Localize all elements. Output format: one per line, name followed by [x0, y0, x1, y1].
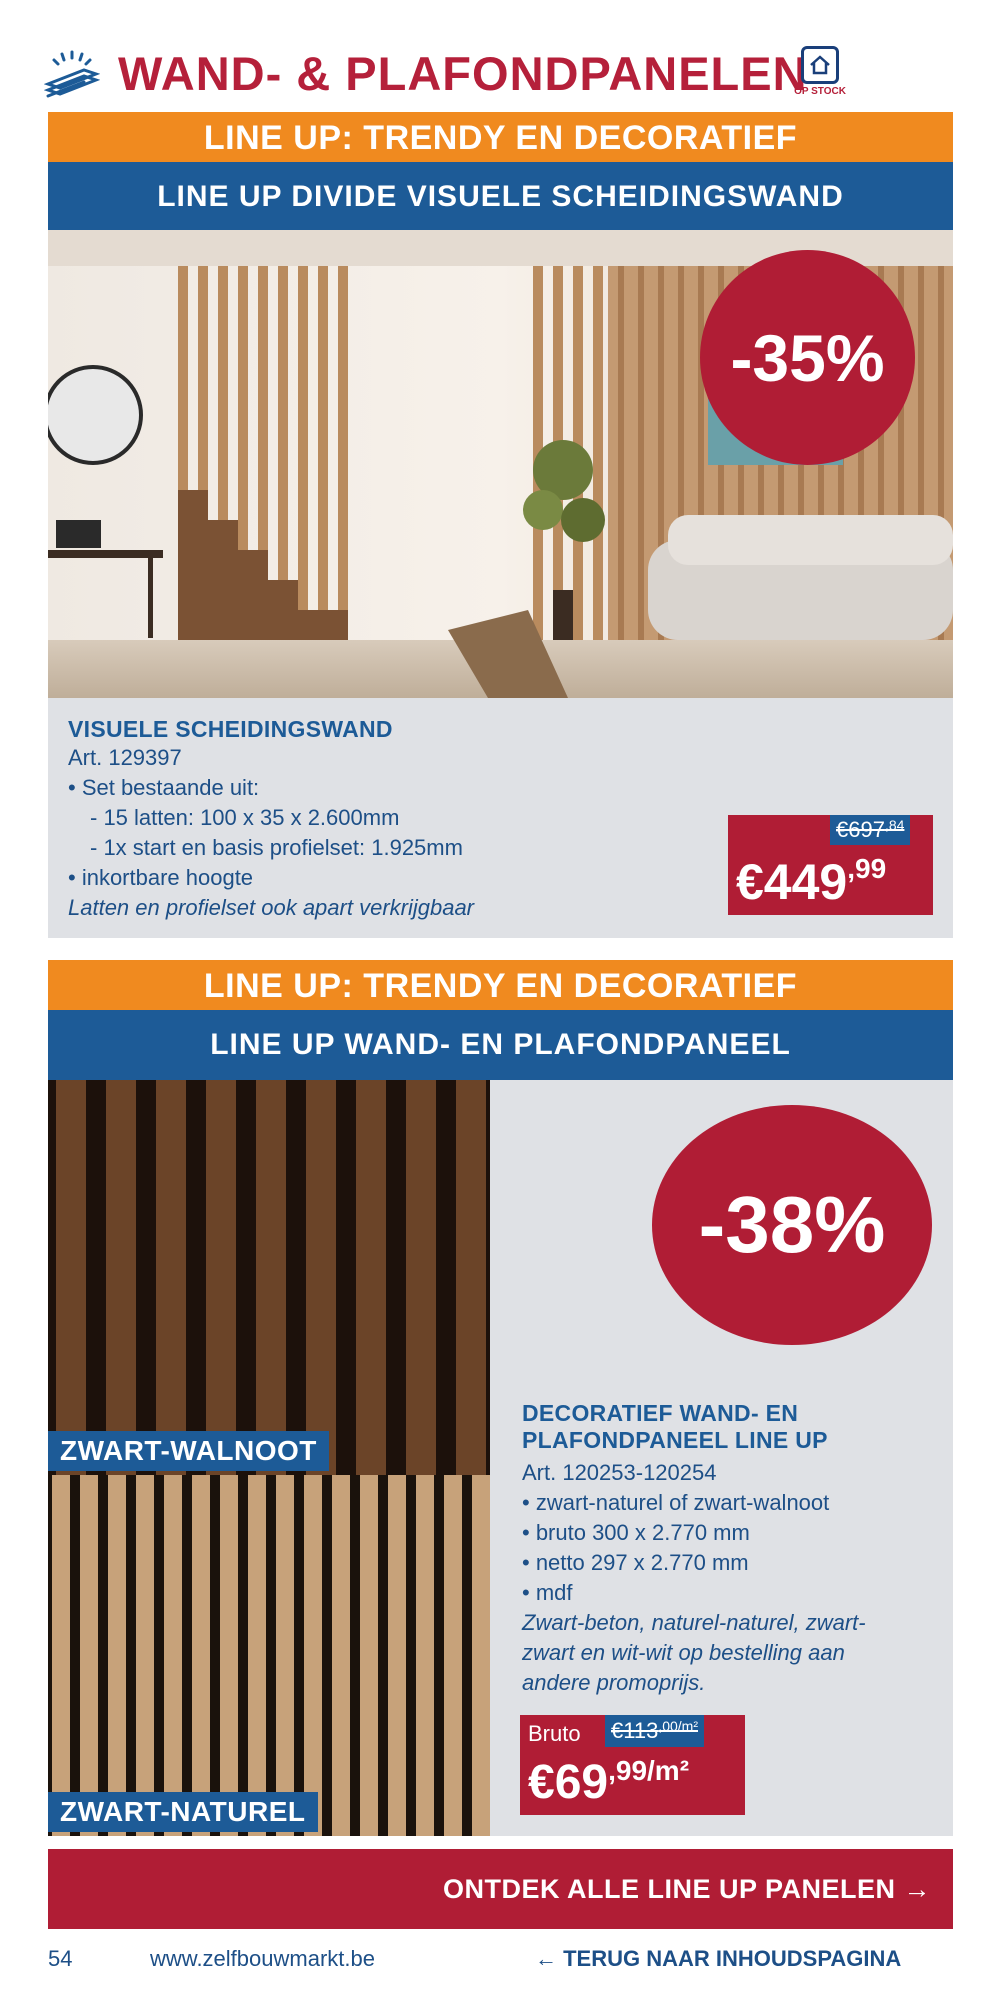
product-info-panel-text: [522, 1400, 866, 1698]
back-to-contents-link[interactable]: ← TERUG NAAR INHOUDSPAGINA: [535, 1946, 902, 1971]
swatch-zwart-naturel: [48, 1475, 490, 1836]
discover-panels-button[interactable]: ONTDEK ALLE LINE UP PANELEN →: [48, 1849, 953, 1929]
house-icon: [801, 46, 839, 84]
swatch-label-naturel: ZWART-NATUREL: [48, 1792, 318, 1832]
old-price-cents: ,84: [884, 817, 905, 833]
product-note-line: Zwart-beton, naturel-naturel, zwart-: [522, 1610, 866, 1635]
price-main: €449: [736, 854, 848, 910]
price-cents: ,99/m²: [608, 1755, 690, 1786]
current-price: [528, 1755, 689, 1810]
op-stock-label: OP STOCK: [794, 86, 846, 97]
discount-badge-35: -35%: [700, 250, 915, 465]
spec-line: - 1x start en basis profielset: 1.925mm: [90, 835, 463, 860]
product-title: VISUELE SCHEIDINGSWAND: [68, 716, 393, 742]
page-title: WAND- & PLAFONDPANELEN: [118, 47, 808, 100]
product-note: Latten en profielset ook apart verkrijgbaar: [68, 895, 475, 920]
current-price: [736, 853, 886, 911]
op-stock-badge: [790, 46, 850, 106]
spec-line: • netto 297 x 2.770 mm: [522, 1550, 749, 1575]
price-box: [520, 1715, 745, 1815]
old-price-main: €697: [836, 817, 885, 842]
price-box: [728, 815, 933, 915]
old-price: [605, 1715, 704, 1747]
old-price-cents: ,00/m²: [658, 1718, 698, 1734]
spec-line: • Set bestaande uit:: [68, 775, 260, 800]
spec-line: • mdf: [522, 1580, 573, 1605]
spec-line: - 15 latten: 100 x 35 x 2.600mm: [90, 805, 400, 830]
bruto-label: Bruto: [528, 1721, 581, 1746]
section1-banner: LINE UP: TRENDY EN DECORATIEF: [48, 112, 953, 164]
product-title-line1: DECORATIEF WAND- EN: [522, 1400, 799, 1426]
spec-line: • zwart-naturel of zwart-walnoot: [522, 1490, 830, 1515]
product-note-line: zwart en wit-wit op bestelling aan: [522, 1640, 845, 1665]
section2-banner: LINE UP: TRENDY EN DECORATIEF: [48, 960, 953, 1012]
spec-line: • bruto 300 x 2.770 mm: [522, 1520, 750, 1545]
old-price: [830, 815, 910, 845]
price-cents: ,99: [847, 853, 887, 884]
swatch-zwart-walnoot: [48, 1080, 490, 1475]
swatch-label-walnoot: ZWART-WALNOOT: [48, 1431, 329, 1471]
page-header: [0, 38, 1001, 113]
old-price-main: €113: [611, 1718, 659, 1743]
section2-subtitle: LINE UP WAND- EN PLAFONDPANEEL: [48, 1010, 953, 1080]
panels-icon: [44, 50, 100, 100]
product-art: Art. 120253-120254: [522, 1460, 717, 1485]
product-note-line: andere promoprijs.: [522, 1670, 706, 1695]
product-art: Art. 129397: [68, 745, 182, 770]
page-number: 54: [48, 1946, 73, 1971]
section1-subtitle: LINE UP DIVIDE VISUELE SCHEIDINGSWAND: [48, 162, 953, 232]
website-link[interactable]: www.zelfbouwmarkt.be: [150, 1946, 375, 1971]
spec-line: • inkortbare hoogte: [68, 865, 254, 890]
price-main: €69: [528, 1756, 609, 1809]
discount-badge-38: -38%: [652, 1105, 932, 1345]
product-title-line2: PLAFONDPANEEL LINE UP: [522, 1427, 828, 1453]
